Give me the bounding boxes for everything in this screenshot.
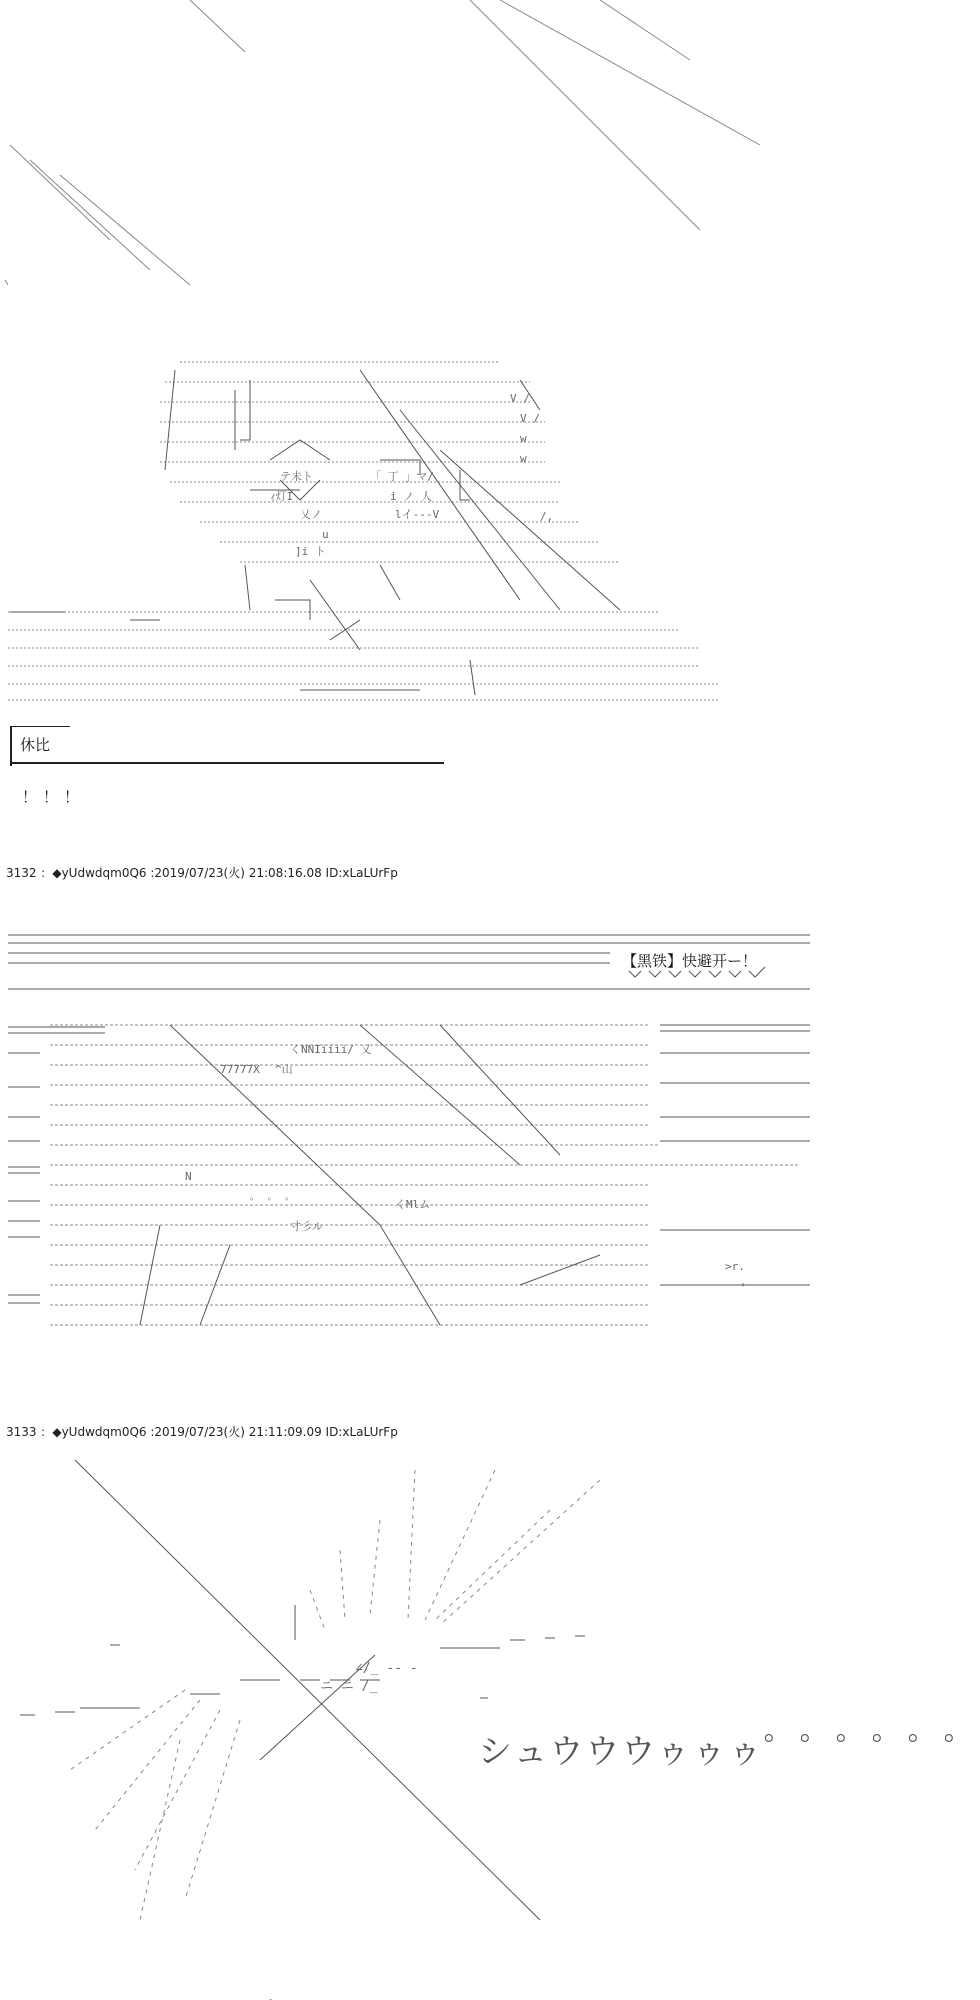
warning-banner: 【黑铁】快避开ー！ [622,952,758,970]
svg-text:くNNIiiii/ 乂: くNNIiiii/ 乂 [290,1043,372,1056]
speaker-box [10,726,444,766]
sound-effect-text: シュウウウゥゥゥ゜゜゜゜゜゜ [478,1732,980,1772]
character-figure-art [0,350,910,710]
post-header-3133: 3133 ：◆yUdwdqm0Q6 :2019/07/23(火) 21:11:09.09 ID:xLaLUrFp [6,1425,398,1439]
svg-text:77777X: 77777X [220,1063,260,1076]
svg-text:∠/_ -- -: ∠/_ -- - [355,1661,418,1676]
svg-text:くMlム: くMlム [395,1198,431,1211]
svg-text:「 丁 」マ/: 「 丁 」マ/ [370,470,434,483]
dodge-action-art [0,925,910,1355]
svg-text:テ未ト: テ未ト [280,470,313,483]
svg-text:N: N [185,1170,192,1183]
exclamation-text: ！！！ [22,788,86,806]
svg-text:,: , [740,1275,747,1288]
svg-text:i ノ 人: i ノ 人 [390,490,432,503]
svg-text:乂ノ: 乂ノ [300,508,322,521]
svg-text:w: w [520,432,527,445]
svg-text:ｨ灯I: ｨ灯I [270,490,294,503]
svg-text:V /: V / [510,392,530,405]
svg-text:^山: ^山 [275,1063,293,1076]
svg-text:ニ ニ /_: ニ ニ /_ [320,1679,378,1694]
speaker-name: 休比 [20,736,51,754]
svg-text:寸彡ル: 寸彡ル [290,1220,323,1233]
speaker-box-bottom-border [10,762,444,764]
speaker-box-left-border [10,726,12,766]
svg-text:/,: /, [540,510,554,523]
svg-text:w: w [520,452,527,465]
svg-text:>r.: >r. [725,1260,745,1273]
svg-text:]i ト: ]i ト [295,545,326,558]
speaker-box-top-border [10,726,70,727]
svg-text:u: u [322,528,329,541]
svg-text:lイ---V: lイ---V [395,508,440,521]
svg-text:V /: V / [520,412,540,425]
speed-lines-top [0,0,910,300]
post-header-3132: 3132 ：◆yUdwdqm0Q6 :2019/07/23(火) 21:08:16.08 ID:xLaLUrFp [6,866,398,880]
svg-text:゜ ゜ ゜: ゜ ゜ ゜ [250,1197,297,1210]
